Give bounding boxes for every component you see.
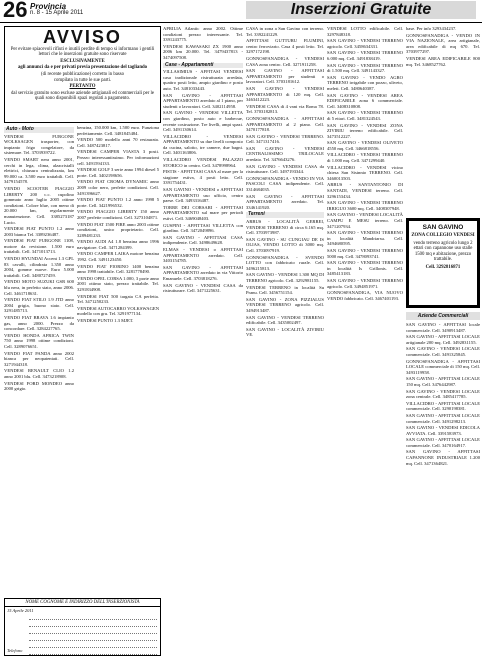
classified-ad: VILLACIDRO - VENDESI TERRENO di 1.000 mq. Cell. 3471299440. (327, 152, 403, 164)
notice-line: agli annunci da e per privati previa presentazione del tagliando (17, 65, 148, 71)
classified-ad: VILLACIDRO VENDESI PALAZZO STORICO in centro. Cell. 3478998964. (163, 157, 243, 168)
classified-ad: SAN GAVINO - SU CUNGIAU DE IS OLIAS, VENDO LOTTO di 3000 mq. Cell. 3703097919. (246, 236, 324, 253)
classified-ad: SAN GAVINO - VENDESI APPARTAMENTO di 120 mq. Cell. 3463412223. (246, 85, 324, 103)
classified-ad: VENDESI FORD MONDEO anno 2000 grigio. (4, 380, 74, 392)
classified-ad: AFFITTASI GUTTURU FLUMINI, centro ferroviario. Casa 4 posti letto. Tel. 3297172198. (246, 38, 324, 55)
coupon-phone-label: Telefono (7, 648, 23, 653)
classified-ad: SAN GAVINO - VENDESI CASA da ristrutturare. Cell. 3471225631. (163, 282, 243, 294)
promo-contact: Cell. 3292816871 (425, 264, 461, 270)
classified-ad: ELMAS - VENDESI o AFFITTASI APPARTAMENTO arredato. Cell. 3403154785. (163, 246, 243, 264)
classified-ad: SAN GAVINO - VENDESI ZONA ZIVIRIU terreno edificabile. Cell. 3473512227. (327, 122, 403, 139)
classified-ad: GONNOSFANADIGA, VIA NUOVO VENDO fabbricato. Cell. 3467401193. (327, 290, 403, 301)
classified-ad: SAN GAVINO - AFFITTASI LOCALE commerciale. Cell. 3491298213. (406, 412, 480, 424)
promo-box (409, 221, 477, 305)
classified-ad: SAN GAVINO - VENDESI VILLETTA con giardino, posto auto e barbecue, recente costruzione. Tre livelli, ampi spazi. Cell. 3491130614. (163, 110, 243, 133)
classified-ad: PISTIS - AFFITTASI CASA al mare per la stagione estiva, 4 posti letto. Cell. 3391754431. (163, 169, 243, 186)
classified-ad: VENDO FIAT BRAVA 1.6 impianto gas, anno 2000. Prezzo da concordare. Cell. 3284227765. (4, 315, 74, 332)
coupon-write-lines[interactable] (29, 613, 157, 655)
classified-ad: SAN GAVINO - LOCALITÀ ZIVIRIU VE. (246, 326, 324, 338)
classified-ad: SAN GAVINO - VENDESI 1.300 MQ DI TERRENO agricolo. Cell. 3292981155. (246, 272, 324, 283)
classified-ad: VENDESI GOLF 3 serie anno 1994 diesel 5 porte. Cell. 3402198656. (77, 167, 159, 178)
classified-ad: SAN GAVINO - AFFITTASI LOCALE artigianale 200 mq. Cell. 3492831155. (406, 334, 480, 345)
classified-ad: SAN GAVINO - VENDESI CASA da ristrutturare. Cell. 3497193344. (246, 163, 324, 175)
page-header (0, 0, 482, 22)
classified-ad: GONNOSFANADIGA - AFFITTASI APPARTAMENTO al 2 piano. Cell. 3470177818. (246, 115, 324, 133)
classified-ad: VENDESI AREA EDIFICABILE 800 mq. Tel. 3468527762. (406, 55, 480, 67)
classified-ad: GONNOSFANADIGA - VENDESI CASA zona centro. Cell. 3271911258. (246, 55, 324, 67)
category-heading: Auto - Moto (4, 127, 74, 133)
promo-subtitle: ZONA COLLEGIO VENDESI (411, 233, 475, 238)
classified-ad: VENDESI CAMPER VIASTA 3 posti. Prezzo interessantissimo. Per informazioni cell. 3491594133. (77, 149, 159, 166)
classified-ad: VENDO AUDI A4 1.8 benzina anno 1996 navigatore. Cell. 3471284399. (77, 239, 159, 250)
classified-ad: VENDO HONDA AFRICA TWIN 750 anno 1998 ottime condizioni. Cell. 3289076651. (4, 332, 74, 349)
classified-ad: VENDO FIAT 1500 FIRE anno 2003 ottime condizioni, unico proprietario. Cell. 3289481233. (77, 221, 159, 238)
classified-ad: GONNOSFANADIGA - AFFITTASI LOCALE commerciale di 150 mq. Cell. 3493119958. (406, 358, 480, 375)
publication-logo (30, 3, 83, 17)
classified-ad: GUSPINI - AFFITTASI VILLETTA con giardino. Cell. 3472049896. (163, 222, 243, 234)
classified-ad: VILLASIMIUS - AFFITASI VENDESI casa tradizionale ristrutturata arredata, quattro posti letto, ampio giardino e posto auto. Tel. 3481033443. (163, 69, 243, 91)
classified-ad: SAN GAVINO - VENDESI TERRENO edificabile. Cell. 3435002497. (246, 314, 324, 326)
notice-line: (di recente pubblicazione) corretto in basso (41, 71, 124, 77)
classified-ad: SAN GAVINO - AFFITTASI locale commerciale. Cell. 3490913487. (406, 322, 480, 333)
classified-ad: SAN GAVINO - VENDO AGRO TERRENO irrigabile con pozzo, uliveto, meleti. Cell. 3480640387. (327, 74, 403, 91)
classified-ad: CASA in zona a San Gavino con terreno. Tel. 3392241229. (246, 26, 324, 37)
classified-ad: SAN GAVINO - AFFITTASI APPARTAMENTO arredato in via Vittorio Emanuele. Cell. 3703818276. (163, 264, 243, 281)
classified-ad: SAN GAVINO - VENDESI o AFFITTASI APPARTAMENTO uso ufficio, centro paese. Cell. 3493316487. (163, 187, 243, 204)
promo-title: SAN GAVINO (422, 224, 464, 231)
ad-column-3 (163, 26, 243, 656)
classified-ad: VENDO FIAT STILO 1.9 JTD anno 2004 grigia, buono stato. Cell. 3291485713. (4, 297, 74, 314)
classified-ad: VENDESI FURGONE WOLKSAGEN trasporter, con impianto frigo congelatore, da sistemare. Tel. 3703939722. (4, 133, 74, 156)
coupon-header: NOME COGNOME E INDIRIZZO DELL'INSERZIONISTA (5, 599, 160, 607)
classified-ad: ARBUS - LOCALITÀ GERREI, VENDESI TERRENO di circa 6.165 mq. Cell. 3703973987. (246, 219, 324, 236)
classified-ad: VENDO MOTO SUZUKI GSR 600 blu nera, in perfetto stato, anno 2006. Cell. 3461718631. (4, 279, 74, 296)
coupon-date: 15 Aprile 2011 (7, 608, 34, 613)
classified-ad: VENDO FIAT PANDA anno 2002 bianca per neopatentati. Cell. 3271944318. (4, 350, 74, 367)
notice-line: Per evitare spiacevoli rifiuti e inutili perdite di tempo si informano i gentili lettori che le inserzioni gratuite sono riservate (10, 47, 155, 58)
classified-ad: VENDO HYUNDAI Accent 1.3 GPL 83 cavalli, cilindrata 1.350 anno 2004, gomme nuove. Euro 5.000 trattabili. Cell. 3480727459. (4, 256, 74, 278)
classified-ad: VENDO CAMPER LAIKA motore benzina 1992. Cell. 3491123450. (77, 251, 159, 263)
classified-ad: VENDESI CASA di 4 vani via Roma 78. Tel. 3703182813. (246, 103, 324, 115)
ad-coupon[interactable] (4, 598, 161, 656)
classified-ad: SAN GAVINO - VENDESI LOCALITÀ CAMPU E MESU terreno. Cell. 3471207934. (327, 212, 403, 229)
classified-ad: SAN GAVINO - ZONA PIZZIALUS VENDESI TERRENO agricolo. Cell. 3494913487. (246, 296, 324, 313)
category-heading: Terreni (246, 212, 324, 218)
header-rule (0, 22, 482, 23)
ad-column-6-lower (406, 322, 480, 654)
classified-ad: SAN GAVINO - AFFITTASI APPARTAMENTO arredato. Tel. 3346141920. (246, 193, 324, 210)
classified-ad: VENDO SCOOTER PIAGGIO LIBERTY 200 c.c. cupolino gommato anno luglio 2005 ottime condizioni. Colore blue, con meno di 20.000 km, regolarmente manutenzione. Cell. 3385273187 Lucio. (4, 185, 74, 225)
logo-name: Provincia (30, 2, 67, 11)
classified-ad: benzina, 150.000 km, 1.500 euro. Funziona perfettamente. Cell. 3481845484. (77, 125, 159, 136)
category-heading: Case - Appartamenti (163, 63, 243, 69)
classified-ad: VENDESI RENAULT CLIO 1.2 anno 2001 blu. Cell. 3473218908. (4, 368, 74, 379)
classified-ad: GONNOSFANADIGA - VENDO IN VIA PASCOLI CASA indipendente. Cell. 3314684035. (246, 175, 324, 193)
notice-title: AVVISO (43, 27, 122, 47)
classified-ad: VENDO FIAT FIORINO 1400 benzina anno 1998 trattabile. Cell. 3281778490. (77, 263, 159, 275)
notice-box (4, 26, 161, 123)
classified-ad: TORRE DEI CORSARI - AFFITTASI APPARTAMENTO sul mare per periodi estivi. Cell. 3469048403. (163, 204, 243, 221)
classified-ad: SAN GAVINO - VENDESI TERRENO 5000 mq. Cell. 3478093741. (327, 247, 403, 259)
promo-body: vendo terreno agricolo lungo 2 ettari con capannone uso stalle 1500 mq e abitazione, prezzo trattabile. (413, 240, 473, 263)
notice-line: compilato in tutte le sue parti. (53, 78, 112, 84)
classified-ad: SAN GAVINO - VENDESI LOCALE commerciale. Cell. 3491325845. (406, 346, 480, 357)
classified-ad: VILLACIDRO - VENDESI APPARTAMENTO su due livelli composto da cucina, salotto, tre camere, due bagni. Cell. 3401163806. (163, 133, 243, 156)
classified-ad: VENDESI FIAT 500 targata CA perfetta. Tel. 3471250233. (77, 293, 159, 305)
classified-ad: SAN GAVINO - VENDESI TERRENO IRRIGUO 3600 mq. Cell. 3408307948. (327, 200, 403, 211)
classified-ad: SAN GAVINO - VENDESI TERRENO agricolo. Cell. 3494851971. (327, 277, 403, 289)
classified-ad: SAN GAVINO - VENDESI TERRENO 6.000 mq. Cell. 3491838419. (327, 50, 403, 61)
classified-ad: SAN GAVINO - VENDESI TERRENO agricolo. Cell. 3458634331. (327, 38, 403, 49)
classified-ad: VENDESI LOTTO edificabile. Cell. 3297848318. (327, 26, 403, 37)
category-heading-commercial: Aziende Commerciali (406, 312, 480, 320)
classified-ad: SAN GAVINO - AFFITTASI LOCALE 150 mq. Cell. 3476442987. (406, 376, 480, 387)
classified-ad: VENDESI FIAT FURGONE 1108, motore da revisione. 1.500 euro trattabili. Cell. 3471013713. (4, 238, 74, 255)
ad-column-5 (327, 26, 403, 656)
classified-ad: SAN GAVINO - VENDESI TERRENO. Cell. 3471317416. (246, 133, 324, 145)
page-number: 26 (3, 0, 28, 22)
classified-ad: base. Per info 3293434237. (406, 26, 457, 31)
classified-ad: GONNOSFANADIGA - VENDO IN VIA NAZIONALE, area artigianale, area edificabile di mq 670. Tel. 3703977297. (406, 32, 480, 55)
classified-ad: SAN GAVINO - AFFITTASI CAPANNONE INDUSTRIALE 1.200 mq. Cell. 3471364821. (406, 449, 480, 466)
notice-line: PERTANTO (69, 84, 96, 90)
classified-ad: SAN GAVINO - AFFITTASI APPARTAMENTO arredato al 1 piano, per studenti o lavoratori. Cell. 3402114958. (163, 92, 243, 109)
notice-line: ESCLUSIVAMENTE (60, 58, 105, 64)
classified-ad: VILLACIDRO - AFFITTASI LOCALE commerciale. Cell. 3290198381. (406, 400, 480, 412)
classified-ad: SAN GAVINO - VENDESI LOCALE zona centrale. Cell. 3485417785. (406, 388, 480, 400)
logo-date: n. 8 - 15 Aprile 2011 (30, 10, 84, 16)
classified-ad: VENDO 500 modello anni 70 restaurata. Cell. 3487423817. (77, 137, 159, 148)
ad-column-6 (406, 26, 480, 216)
classified-ad: APRILIA Atlantic anno 2002. Ottime condizioni prezzo interessante. Tel. 3391243775. (163, 26, 243, 43)
classified-ad: SAN GAVINO - VENDESI TERRENO di 1.500 mq. Cell. 3491143327. (327, 62, 403, 74)
classified-ad: VENDESI AUTOCARRO VOLKSWAGEN modello con gru. Tel. 3291977134. (77, 305, 159, 317)
classified-ad: GONNOSFANADIGA - SVENDO LOTTO con fabbricato rurale. Cell. 3496215813. (246, 254, 324, 271)
ad-column-4 (246, 26, 324, 656)
classified-ad: SAN GAVINO - AFFITTASI CASA indipendente. Cell. 3498649628. (163, 234, 243, 246)
notice-line: dal servizio gratuito sono escluse aziende artigianali ed commerciali per le quali sono disponibili spazi regolati a pagamento. (10, 90, 155, 102)
classified-ad: SAN GAVINO - VENDESI TERRENO in località Is Grillonis. Cell. 3485413183. (327, 260, 403, 277)
classified-ad: VENDESI FIAT PUNTO 1.2 anno 2003 bianca Tel. 3389236487. (4, 226, 74, 237)
classified-ad: SAN GAVINO - VENDESI AREA EDIFICABILE zona 6 commerciale. Cell. 3408310808. (327, 92, 403, 109)
classified-ad: VENDO FIAT PUNTO 1.2 anno 1998 5 porte. Cell. 3421996532. (77, 197, 159, 208)
classified-ad: SAN GAVINO - VENDESI TERRENO in località Mandriarsu. Cell. 3494680595. (327, 230, 403, 247)
classified-ad: VENDO SMART nera anno 2001, cerchi in lega, clima, alzacristalli elettrici, chiusura centralizzata, km 99.000 ca. 3.500 euro trattabili. Cell. 3479154578. (4, 156, 74, 185)
classified-ad: VENDO FIAT CROMA DYNAMIC anno 2009 color nero, perfette condizioni. Cell. 3491396627. (77, 179, 159, 196)
classified-ad: VILLACIDRO - VENDESI vicino chiesa San Sisinnio TERRENO. Cell. 3460013503. (327, 164, 403, 181)
ad-column-2 (77, 125, 159, 595)
classified-ad: VENDESI KAWASAKI ZX 1900 anno 2006 km 20.000. Tel. 3479437813 - 3474097508. (163, 43, 243, 60)
classified-ad: VENDO OPEL CORSA 1.000, 3 porte anno 2001 ottimo stato, prezzo trattabile. Tel. 3291834908. (77, 275, 159, 293)
section-title: Inserzioni Gratuite (246, 1, 476, 19)
classified-ad: VENDO PIAGGIO LIBERTY 150 anno 2007 perfette condizioni. Cell. 3273104871. (77, 209, 159, 220)
classified-ad: SAN GAVINO - VENDESI EDICOLA AVVIATA. Cell. 3391583973. (406, 425, 480, 436)
classified-ad: VENDESI PUNTO 1.3 MJET. (77, 318, 134, 323)
classified-ad: VENDESI TERRENO in località Su Pranu. Cell. 3456751154. (246, 284, 324, 296)
classified-ad: ARBUS - SANTANTONIO DI SANTADI, VENDESI terreno. Cell. 3296153434. (327, 182, 403, 199)
classified-ad: SAN GAVINO - VENDESI CENTRALISSIMO TRILOCALE arredato. Tel. 3476643276. (246, 145, 324, 163)
ad-column-1 (4, 125, 74, 595)
classified-ad: SAN GAVINO - AFFITTASI LOCALE commerciale. Cell. 3470164917. (406, 437, 480, 448)
classified-ad: SAN GAVINO - AFFITTASI APPARTAMENTO per studenti o lavoratori. Cell. 3703181612. (246, 68, 324, 85)
classified-ad: SAN GAVINO - VENDESI OLIVETO 4550 mq. Cell. 3466818556. (327, 140, 403, 151)
classified-ad: SAN GAVINO - VENDESI TERRENO di 5 ettari. Cell. 3481324543. (327, 110, 403, 121)
